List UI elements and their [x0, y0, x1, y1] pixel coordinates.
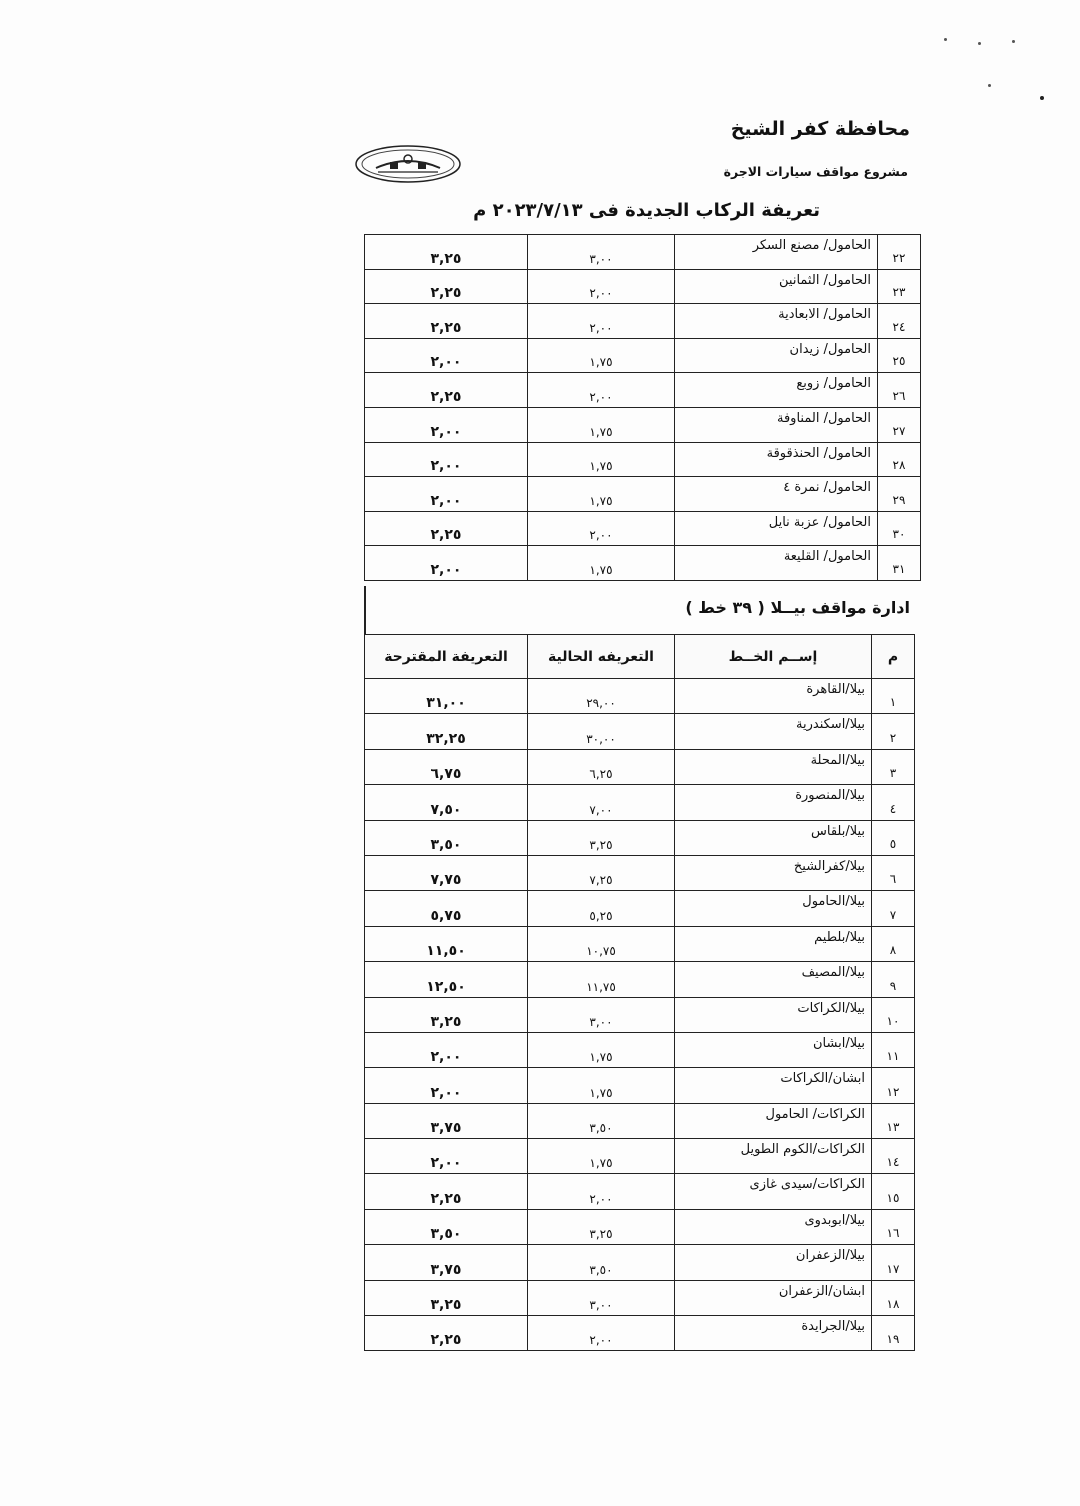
scan-speck [978, 42, 981, 45]
table-row [365, 785, 915, 820]
current-fare: ٣,٠٠ [528, 1280, 675, 1315]
proposed-fare: ٢,٢٥ [365, 1316, 528, 1351]
project-name: مشروع مواقف سيارات الاجرة [723, 164, 908, 179]
current-fare: ١,٧٥ [528, 1139, 675, 1174]
current-fare: ٣,٠٠ [528, 997, 675, 1032]
line-name: ابشان/الكراكات [675, 1068, 872, 1103]
proposed-fare: ٢,٢٥ [365, 269, 528, 304]
page-title: تعريفة الركاب الجديدة فى ٢٠٢٣/٧/١٣ م [473, 200, 820, 221]
table-row [365, 1245, 915, 1280]
row-number: ٢٤ [878, 304, 921, 339]
line-name: ابشان/الزعفران [675, 1280, 872, 1315]
row-number: ٧ [872, 891, 915, 926]
current-fare: ٧,٢٥ [528, 855, 675, 890]
row-number: ١٧ [872, 1245, 915, 1280]
line-name: الحامول/ الابعادية [675, 304, 878, 339]
proposed-fare: ٢,٠٠ [365, 1032, 528, 1067]
scan-speck [1012, 40, 1015, 43]
current-fare: ٢,٠٠ [528, 1174, 675, 1209]
table-row [365, 1139, 915, 1174]
row-number: ٣ [872, 749, 915, 784]
current-fare: ٥,٢٥ [528, 891, 675, 926]
current-fare: ٣,٠٠ [528, 235, 675, 270]
line-name: الحامول/ مصنع السكر [675, 235, 878, 270]
table-border-line [364, 586, 366, 636]
line-name: بيلا/الكراكات [675, 997, 872, 1032]
proposed-fare: ٢,٠٠ [365, 442, 528, 477]
proposed-fare: ٣,٥٠ [365, 820, 528, 855]
row-number: ٢٢ [878, 235, 921, 270]
current-fare: ٢٩,٠٠ [528, 679, 675, 714]
row-number: ٢٧ [878, 407, 921, 442]
line-name: بيلا/بلطيم [675, 926, 872, 961]
line-name: الحامول/ القليعة [675, 546, 878, 581]
table-row [365, 855, 915, 890]
table-row [365, 749, 915, 784]
proposed-fare: ٢,٢٥ [365, 373, 528, 408]
line-name: الكراكات/سيدى غازى [675, 1174, 872, 1209]
current-fare: ٦,٢٥ [528, 749, 675, 784]
proposed-fare: ٢,٠٠ [365, 546, 528, 581]
current-fare: ١,٧٥ [528, 546, 675, 581]
current-fare: ٢,٠٠ [528, 511, 675, 546]
row-number: ٢٥ [878, 338, 921, 373]
proposed-fare: ٣,٢٥ [365, 997, 528, 1032]
table-row [365, 679, 915, 714]
row-number: ٢٣ [878, 269, 921, 304]
scan-speck [944, 38, 947, 41]
proposed-fare: ٦,٧٥ [365, 749, 528, 784]
proposed-fare: ٣,٢٥ [365, 235, 528, 270]
table-row [365, 546, 921, 581]
proposed-fare: ٧,٧٥ [365, 855, 528, 890]
row-number: ١١ [872, 1032, 915, 1067]
line-name: الحامول/ عزبة نايل [675, 511, 878, 546]
table-row [365, 1280, 915, 1315]
proposed-fare: ٢,٠٠ [365, 407, 528, 442]
line-name: الحامول/ نمرة ٤ [675, 477, 878, 512]
current-fare: ١,٧٥ [528, 338, 675, 373]
line-name: بيلا/ابوبدوى [675, 1209, 872, 1244]
current-fare: ١,٧٥ [528, 407, 675, 442]
current-fare: ٣,٢٥ [528, 1209, 675, 1244]
table-header-row [365, 635, 915, 679]
row-number: ٣١ [878, 546, 921, 581]
current-fare: ٣,٢٥ [528, 820, 675, 855]
current-fare: ١,٧٥ [528, 1032, 675, 1067]
table-row [365, 1068, 915, 1103]
line-name: بيلا/القاهرة [675, 679, 872, 714]
row-number: ١٥ [872, 1174, 915, 1209]
current-fare: ٧,٠٠ [528, 785, 675, 820]
proposed-fare: ٢,٢٥ [365, 304, 528, 339]
row-number: ١٤ [872, 1139, 915, 1174]
header-num: م [872, 635, 915, 679]
proposed-fare: ٢,٢٥ [365, 1174, 528, 1209]
line-name: الحامول/ زيدان [675, 338, 878, 373]
row-number: ٨ [872, 926, 915, 961]
header-current-fare: التعريفه الحالية [528, 635, 675, 679]
table-row [365, 926, 915, 961]
proposed-fare: ١١,٥٠ [365, 926, 528, 961]
row-number: ٢٩ [878, 477, 921, 512]
table-row [365, 1316, 915, 1351]
proposed-fare: ٣١,٠٠ [365, 679, 528, 714]
proposed-fare: ٣,٢٥ [365, 1280, 528, 1315]
table-row [365, 962, 915, 997]
row-number: ١٣ [872, 1103, 915, 1138]
line-name: بيلا/المصيف [675, 962, 872, 997]
row-number: ١٦ [872, 1209, 915, 1244]
row-number: ١٨ [872, 1280, 915, 1315]
line-name: بيلا/ابشان [675, 1032, 872, 1067]
current-fare: ١,٧٥ [528, 442, 675, 477]
row-number: ٥ [872, 820, 915, 855]
proposed-fare: ٢,٠٠ [365, 1068, 528, 1103]
row-number: ٢ [872, 714, 915, 749]
line-name: بيلا/الزعفران [675, 1245, 872, 1280]
line-name: بيلا/بلقاس [675, 820, 872, 855]
current-fare: ٢,٠٠ [528, 373, 675, 408]
scan-speck [1040, 96, 1044, 100]
line-name: الحامول/ زوبع [675, 373, 878, 408]
proposed-fare: ٣,٧٥ [365, 1103, 528, 1138]
table-row [365, 997, 915, 1032]
current-fare: ٢,٠٠ [528, 269, 675, 304]
current-fare: ١٠,٧٥ [528, 926, 675, 961]
proposed-fare: ١٢,٥٠ [365, 962, 528, 997]
table-row [365, 407, 921, 442]
table-row [365, 891, 915, 926]
table-row [365, 477, 921, 512]
current-fare: ٣٠,٠٠ [528, 714, 675, 749]
table-row [365, 714, 915, 749]
line-name: بيلا/المنصورة [675, 785, 872, 820]
line-name: الحامول/ الحنذقوقة [675, 442, 878, 477]
proposed-fare: ٢,٠٠ [365, 338, 528, 373]
line-name: بيلا/الجرايدة [675, 1316, 872, 1351]
row-number: ١ [872, 679, 915, 714]
governorate-name: محافظة كفر الشيخ [730, 118, 910, 140]
table-row [365, 1174, 915, 1209]
row-number: ٤ [872, 785, 915, 820]
header-proposed-fare: التعريفة المقترحة [365, 635, 528, 679]
current-fare: ٣,٥٠ [528, 1103, 675, 1138]
proposed-fare: ٢,٠٠ [365, 477, 528, 512]
governorate-emblem [354, 142, 462, 184]
proposed-fare: ٢,٠٠ [365, 1139, 528, 1174]
table-row [365, 338, 921, 373]
row-number: ٢٦ [878, 373, 921, 408]
current-fare: ٢,٠٠ [528, 304, 675, 339]
table-row [365, 373, 921, 408]
current-fare: ٣,٥٠ [528, 1245, 675, 1280]
line-name: بيلا/كفرالشيخ [675, 855, 872, 890]
table-row [365, 304, 921, 339]
current-fare: ١,٧٥ [528, 1068, 675, 1103]
table-row [365, 511, 921, 546]
fares-table-hamoul [364, 234, 921, 581]
row-number: ٩ [872, 962, 915, 997]
scan-speck [988, 84, 991, 87]
table-row [365, 235, 921, 270]
current-fare: ١,٧٥ [528, 477, 675, 512]
row-number: ١٢ [872, 1068, 915, 1103]
proposed-fare: ٣,٧٥ [365, 1245, 528, 1280]
line-name: بيلا/الحامول [675, 891, 872, 926]
proposed-fare: ٣٢,٢٥ [365, 714, 528, 749]
table-row [365, 1103, 915, 1138]
line-name: بيلا/المحلة [675, 749, 872, 784]
current-fare: ١١,٧٥ [528, 962, 675, 997]
proposed-fare: ٧,٥٠ [365, 785, 528, 820]
line-name: الحامول/ الثمانين [675, 269, 878, 304]
proposed-fare: ٢,٢٥ [365, 511, 528, 546]
line-name: بيلا/اسكندرية [675, 714, 872, 749]
row-number: ١٩ [872, 1316, 915, 1351]
table-row [365, 1032, 915, 1067]
table-row [365, 820, 915, 855]
line-name: الكراكات/ الحامول [675, 1103, 872, 1138]
fares-table-bila [364, 634, 915, 1351]
table-row [365, 269, 921, 304]
proposed-fare: ٥,٧٥ [365, 891, 528, 926]
row-number: ٣٠ [878, 511, 921, 546]
row-number: ٦ [872, 855, 915, 890]
proposed-fare: ٣,٥٠ [365, 1209, 528, 1244]
current-fare: ٢,٠٠ [528, 1316, 675, 1351]
table-row [365, 442, 921, 477]
row-number: ١٠ [872, 997, 915, 1032]
table-row [365, 1209, 915, 1244]
line-name: الكراكات/الكوم الطويل [675, 1139, 872, 1174]
row-number: ٢٨ [878, 442, 921, 477]
section-title-bila: ادارة مواقف بيــلا ( ٣٩ خط ) [685, 598, 910, 617]
header-line-name: إســم الخــط [675, 635, 872, 679]
line-name: الحامول/ المناوفة [675, 407, 878, 442]
